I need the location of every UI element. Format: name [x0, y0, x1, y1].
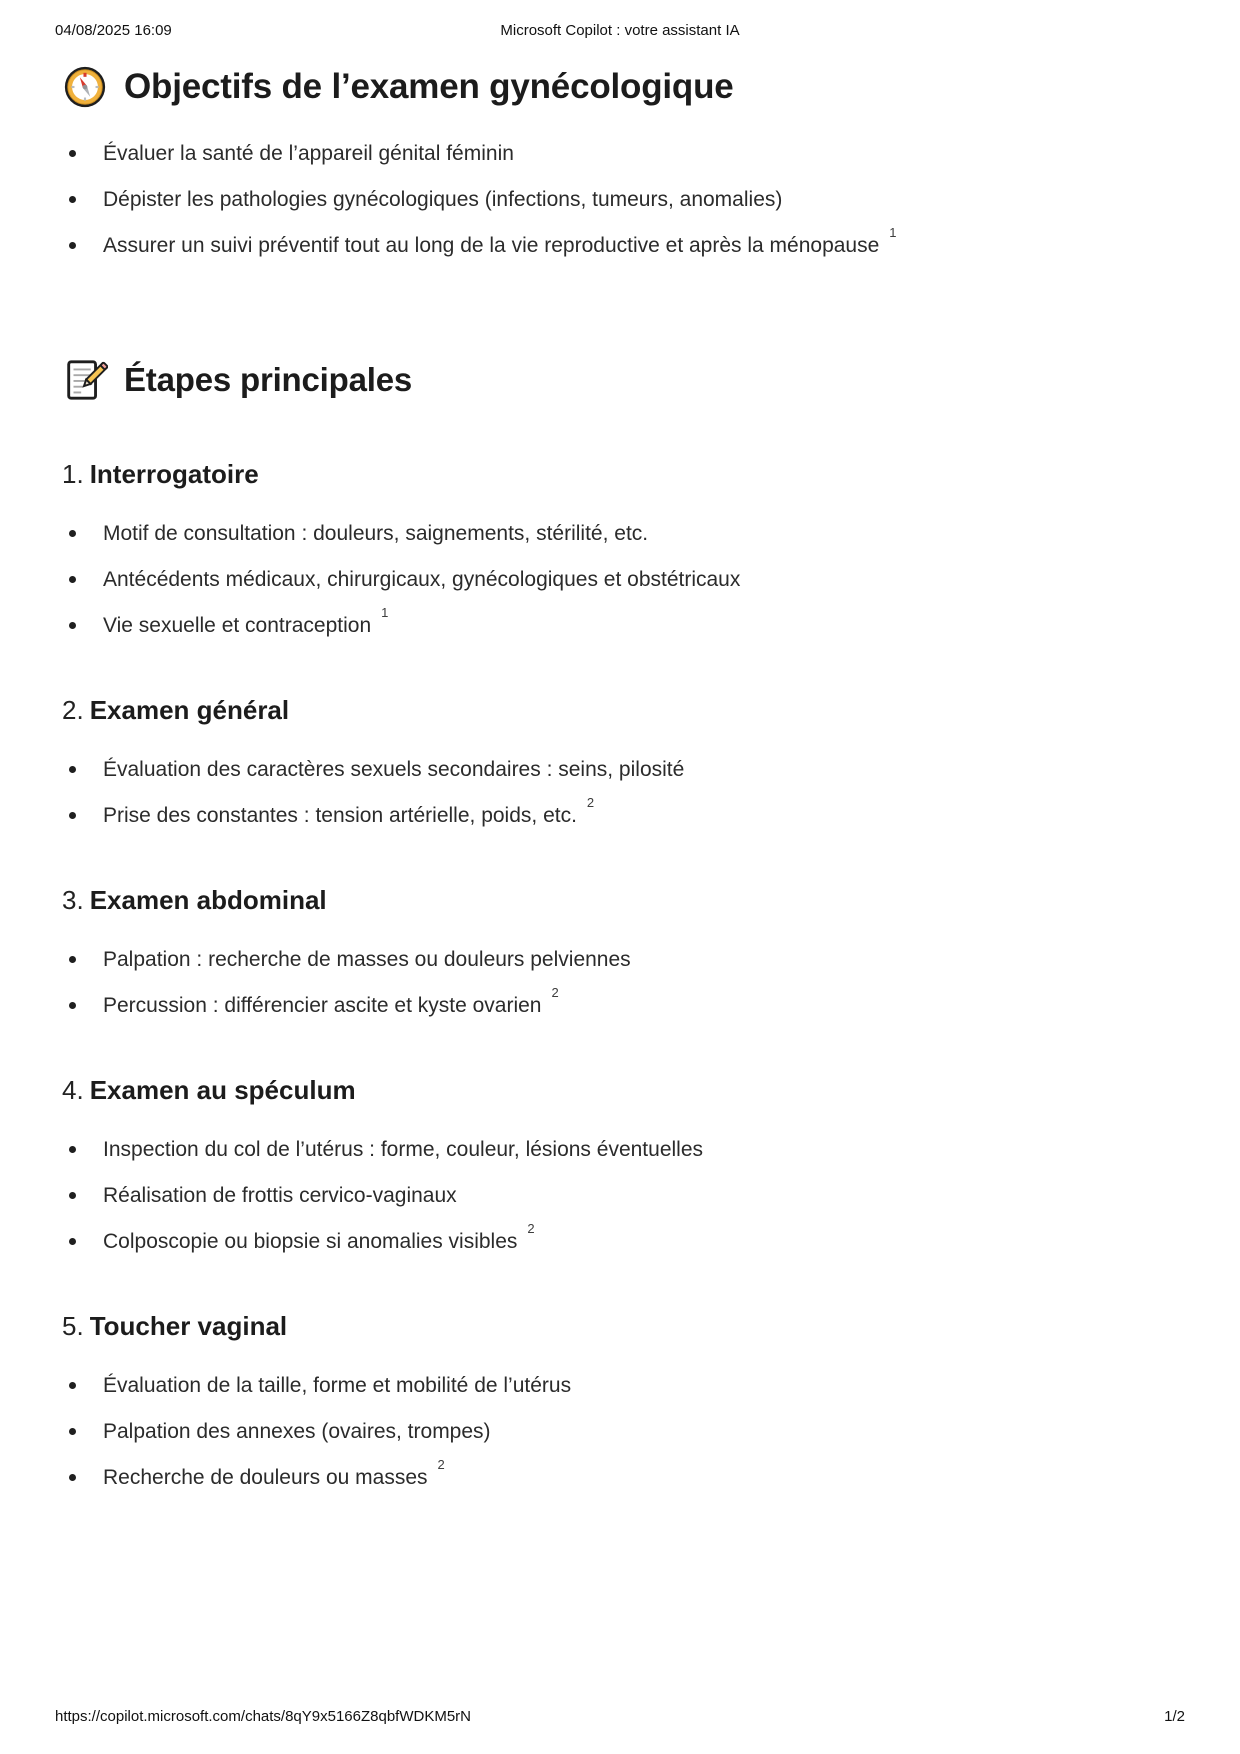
- step-title: [62, 885, 1178, 916]
- list-item: [62, 566, 1178, 593]
- compass-icon: [62, 64, 108, 110]
- bullet-text: Réalisation de frottis cervico-vaginaux: [103, 1184, 457, 1207]
- step-list: [62, 1136, 1178, 1255]
- bullet-text: Percussion : différencier ascite et kyste ovarien: [103, 994, 542, 1017]
- step-list: [62, 946, 1178, 1019]
- list-item: [62, 1457, 1178, 1491]
- step-list: [62, 1372, 1178, 1491]
- list-item: [62, 795, 1178, 829]
- list-item: [62, 140, 1178, 167]
- step-title: [62, 695, 1178, 726]
- bullet-text: Dépister les pathologies gynécologiques (infections, tumeurs, anomalies): [103, 188, 783, 211]
- bullet-text: Palpation : recherche de masses ou douleurs pelviennes: [103, 948, 631, 971]
- print-footer: [55, 1708, 1185, 1728]
- list-item: [62, 225, 1178, 259]
- step-section-examen-general: [62, 695, 1178, 829]
- bullet-text: Évaluation de la taille, forme et mobilité de l’utérus: [103, 1374, 572, 1397]
- step-number: 1.: [62, 459, 84, 489]
- step-title-text: Examen général: [89, 695, 290, 725]
- step-section-toucher-vaginal: [62, 1311, 1178, 1491]
- step-title: [62, 459, 1178, 490]
- print-doc-title: Microsoft Copilot : votre assistant IA: [500, 22, 740, 39]
- step-number: 4.: [62, 1075, 84, 1105]
- bullet-text: Colposcopie ou biopsie si anomalies visibles: [103, 1230, 518, 1253]
- step-title-text: Toucher vaginal: [89, 1311, 288, 1341]
- step-section-examen-abdominal: [62, 885, 1178, 1019]
- step-number: 2.: [62, 695, 84, 725]
- step-section-interrogatoire: [62, 459, 1178, 639]
- citation-number: 2: [437, 1457, 445, 1472]
- bullet-text: Antécédents médicaux, chirurgicaux, gynécologiques et obstétricaux: [103, 568, 741, 591]
- bullet-text: Assurer un suivi préventif tout au long de la vie reproductive et après la ménopause: [103, 234, 880, 257]
- list-item: [62, 1372, 1178, 1399]
- step-section-examen-au-speculum: [62, 1075, 1178, 1255]
- citation-number: 2: [551, 985, 559, 1000]
- list-item: [62, 1221, 1178, 1255]
- bullet-text: Recherche de douleurs ou masses: [103, 1466, 428, 1489]
- citation-number: 2: [586, 795, 595, 810]
- bullet-text: Prise des constantes : tension artérielle, poids, etc.: [103, 804, 577, 827]
- list-item: [62, 605, 1178, 639]
- step-title: [62, 1311, 1178, 1342]
- bullet-text: Vie sexuelle et contraception: [103, 614, 372, 637]
- bullet-text: Évaluation des caractères sexuels secondaires : seins, pilosité: [103, 758, 685, 781]
- objectives-heading: [62, 64, 1178, 110]
- citation-number: 1: [889, 225, 897, 240]
- step-list: [62, 756, 1178, 829]
- step-number: 3.: [62, 885, 84, 915]
- list-item: [62, 186, 1178, 213]
- memo-pencil-icon: [62, 357, 108, 403]
- step-title-text: Examen au spéculum: [89, 1075, 356, 1105]
- step-title-text: Examen abdominal: [89, 885, 327, 915]
- citation-number: 1: [381, 605, 389, 620]
- citation-number: 2: [527, 1221, 535, 1236]
- bullet-text: Palpation des annexes (ovaires, trompes): [103, 1420, 491, 1443]
- list-item: [62, 985, 1178, 1019]
- step-list: [62, 520, 1178, 639]
- print-page-number: 1/2: [1164, 1708, 1185, 1725]
- print-footer-url: https://copilot.microsoft.com/chats/8qY9x5166Z8qbfWDKM5rN: [55, 1708, 472, 1725]
- list-item: [62, 946, 1178, 973]
- step-title: [62, 1075, 1178, 1106]
- bullet-text: Inspection du col de l’utérus : forme, couleur, lésions éventuelles: [103, 1138, 704, 1161]
- print-header: [55, 22, 1185, 42]
- print-datetime: 04/08/2025 16:09: [55, 22, 172, 39]
- list-item: [62, 756, 1178, 783]
- steps-heading: [62, 357, 1178, 403]
- list-item: [62, 520, 1178, 547]
- steps-heading-text: Étapes principales: [124, 361, 413, 398]
- list-item: [62, 1136, 1178, 1163]
- list-item: [62, 1182, 1178, 1209]
- step-number: 5.: [62, 1311, 84, 1341]
- objectives-list: [62, 140, 1178, 259]
- list-item: [62, 1418, 1178, 1445]
- objectives-heading-text: Objectifs de l’examen gynécologique: [124, 67, 734, 106]
- bullet-text: Évaluer la santé de l’appareil génital féminin: [103, 142, 514, 165]
- bullet-text: Motif de consultation : douleurs, saignements, stérilité, etc.: [103, 522, 649, 545]
- step-title-text: Interrogatoire: [89, 459, 259, 489]
